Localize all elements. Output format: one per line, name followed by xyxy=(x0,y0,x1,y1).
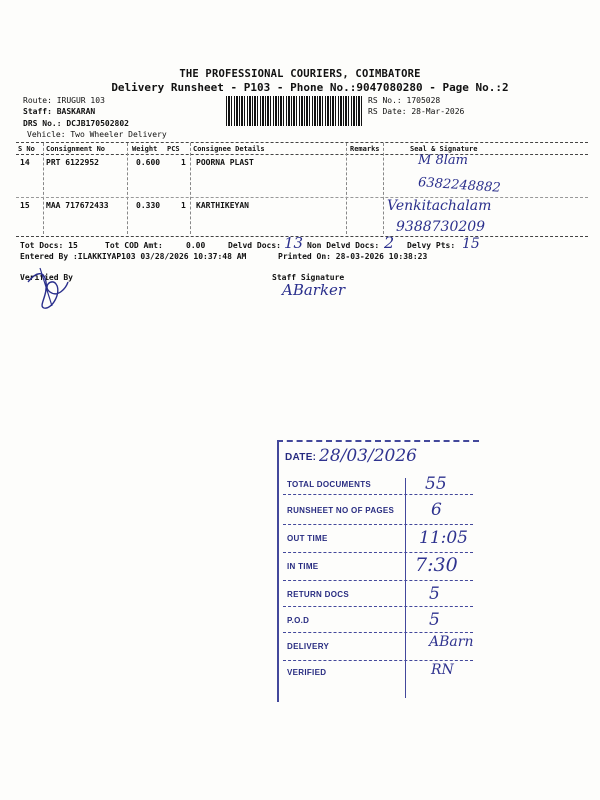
verified-by-label: Verified By xyxy=(20,273,73,282)
stamp-row-rule xyxy=(283,632,473,633)
row-consignment: PRT 6122952 xyxy=(46,158,99,167)
non-delivered-docs-value: 2 xyxy=(384,233,395,252)
total-cod-label: Tot COD Amt: xyxy=(105,241,163,250)
row-weight: 0.330 xyxy=(136,201,161,210)
verified-signature-scribble xyxy=(22,262,74,312)
row-consignment: MAA 717672433 xyxy=(46,201,109,210)
stamp-rows xyxy=(283,472,473,702)
row-weight: 0.600 xyxy=(136,158,161,167)
delivery-points-value: 15 xyxy=(462,236,480,252)
office-stamp xyxy=(277,440,479,702)
stamp-row-label: DELIVERY xyxy=(287,642,330,651)
row-pcs: 1 xyxy=(181,201,186,210)
staff-signature-hand: ABarker xyxy=(282,281,346,299)
row-consignee: POORNA PLAST xyxy=(196,158,254,167)
handwritten-signature: Venkitachalam xyxy=(387,198,492,214)
handwritten-phone: 9388730209 xyxy=(396,219,486,235)
row-pcs: 1 xyxy=(181,158,186,167)
total-docs: Tot Docs: 15 xyxy=(20,241,78,250)
company-name: THE PROFESSIONAL COURIERS, COIMBATORE xyxy=(179,68,421,80)
stamp-date-label: DATE: xyxy=(285,452,317,463)
col-remarks: Remarks xyxy=(350,145,380,153)
stamp-row-rule xyxy=(283,660,473,661)
stamp-row-value: 5 xyxy=(429,610,440,630)
stamp-row-value: RN xyxy=(431,662,454,678)
delivered-docs-value: 13 xyxy=(284,234,304,252)
stamp-row-value: 6 xyxy=(431,500,442,520)
row-consignee: KARTHIKEYAN xyxy=(196,201,249,210)
stamp-column-divider xyxy=(405,478,406,698)
stamp-row-value: ABarn xyxy=(429,634,474,650)
col-consignment: Consignment No xyxy=(46,145,106,153)
row-sno: 15 xyxy=(20,201,30,210)
entered-by: Entered By :ILAKKIYAP103 03/28/2026 10:37:48 AM xyxy=(20,252,247,261)
col-pcs: PCS xyxy=(167,145,180,153)
stamp-row-label: RETURN DOCS xyxy=(287,590,349,599)
stamp-row-label: RUNSHEET NO OF PAGES xyxy=(287,506,395,515)
stamp-row-value: 5 xyxy=(429,584,440,604)
total-cod-value: 0.00 xyxy=(186,241,206,250)
col-divider xyxy=(43,143,44,234)
delivery-points-label: Delvy Pts: xyxy=(407,241,456,250)
stamp-row-value: 11:05 xyxy=(419,528,468,548)
stamp-row-rule xyxy=(283,580,473,581)
col-seal-signature: Seal & Signature xyxy=(410,145,478,153)
route-text: Route: IRUGUR 103 xyxy=(23,96,105,105)
drs-number: DRS No.: DCJB170502802 xyxy=(23,119,129,128)
stamp-row-rule xyxy=(283,552,473,553)
runsheet-subtitle: Delivery Runsheet - P103 - Phone No.:9047080280 - Page No.:2 xyxy=(111,81,509,94)
col-divider xyxy=(346,143,347,234)
stamp-row-rule xyxy=(283,524,473,525)
stamp-row-label: TOTAL DOCUMENTS xyxy=(287,480,372,489)
stamp-row-label: IN TIME xyxy=(287,562,319,571)
printed-on: Printed On: 28-03-2026 10:38:23 xyxy=(278,252,428,261)
table-top-rule xyxy=(16,142,588,143)
row-divider xyxy=(16,197,588,198)
handwritten-phone: 6382248882 xyxy=(417,175,502,196)
row-sno: 14 xyxy=(20,158,30,167)
col-divider xyxy=(383,143,384,234)
barcode-image xyxy=(226,96,364,126)
handwritten-signature: M 8lam xyxy=(418,153,468,168)
stamp-row-value: 55 xyxy=(425,474,447,494)
stamp-row-value: 7:30 xyxy=(415,554,458,576)
col-weight: Weight xyxy=(132,145,158,153)
staff-text: Staff: BASKARAN xyxy=(23,107,96,116)
col-divider xyxy=(127,143,128,234)
non-delivered-docs-label: Non Delvd Docs: xyxy=(307,241,380,250)
stamp-row-label: OUT TIME xyxy=(287,534,328,543)
col-divider xyxy=(190,143,191,234)
stamp-row-rule xyxy=(283,494,473,495)
delivered-docs-label: Delvd Docs: xyxy=(228,241,281,250)
staff-signature-label: Staff Signature xyxy=(272,273,345,282)
stamp-row-label: P.O.D xyxy=(287,616,310,625)
stamp-row-rule xyxy=(283,606,473,607)
col-sno: S No xyxy=(18,145,35,153)
vehicle-text: Vehicle: Two Wheeler Delivery xyxy=(27,130,167,139)
rs-date: RS Date: 28-Mar-2026 xyxy=(368,107,465,116)
col-consignee: Consignee Details xyxy=(193,145,265,153)
stamp-date-value: 28/03/2026 xyxy=(319,446,417,466)
table-header-rule xyxy=(16,154,588,155)
stamp-row-label: VERIFIED xyxy=(287,668,327,677)
rs-number: RS No.: 1705028 xyxy=(368,96,441,105)
